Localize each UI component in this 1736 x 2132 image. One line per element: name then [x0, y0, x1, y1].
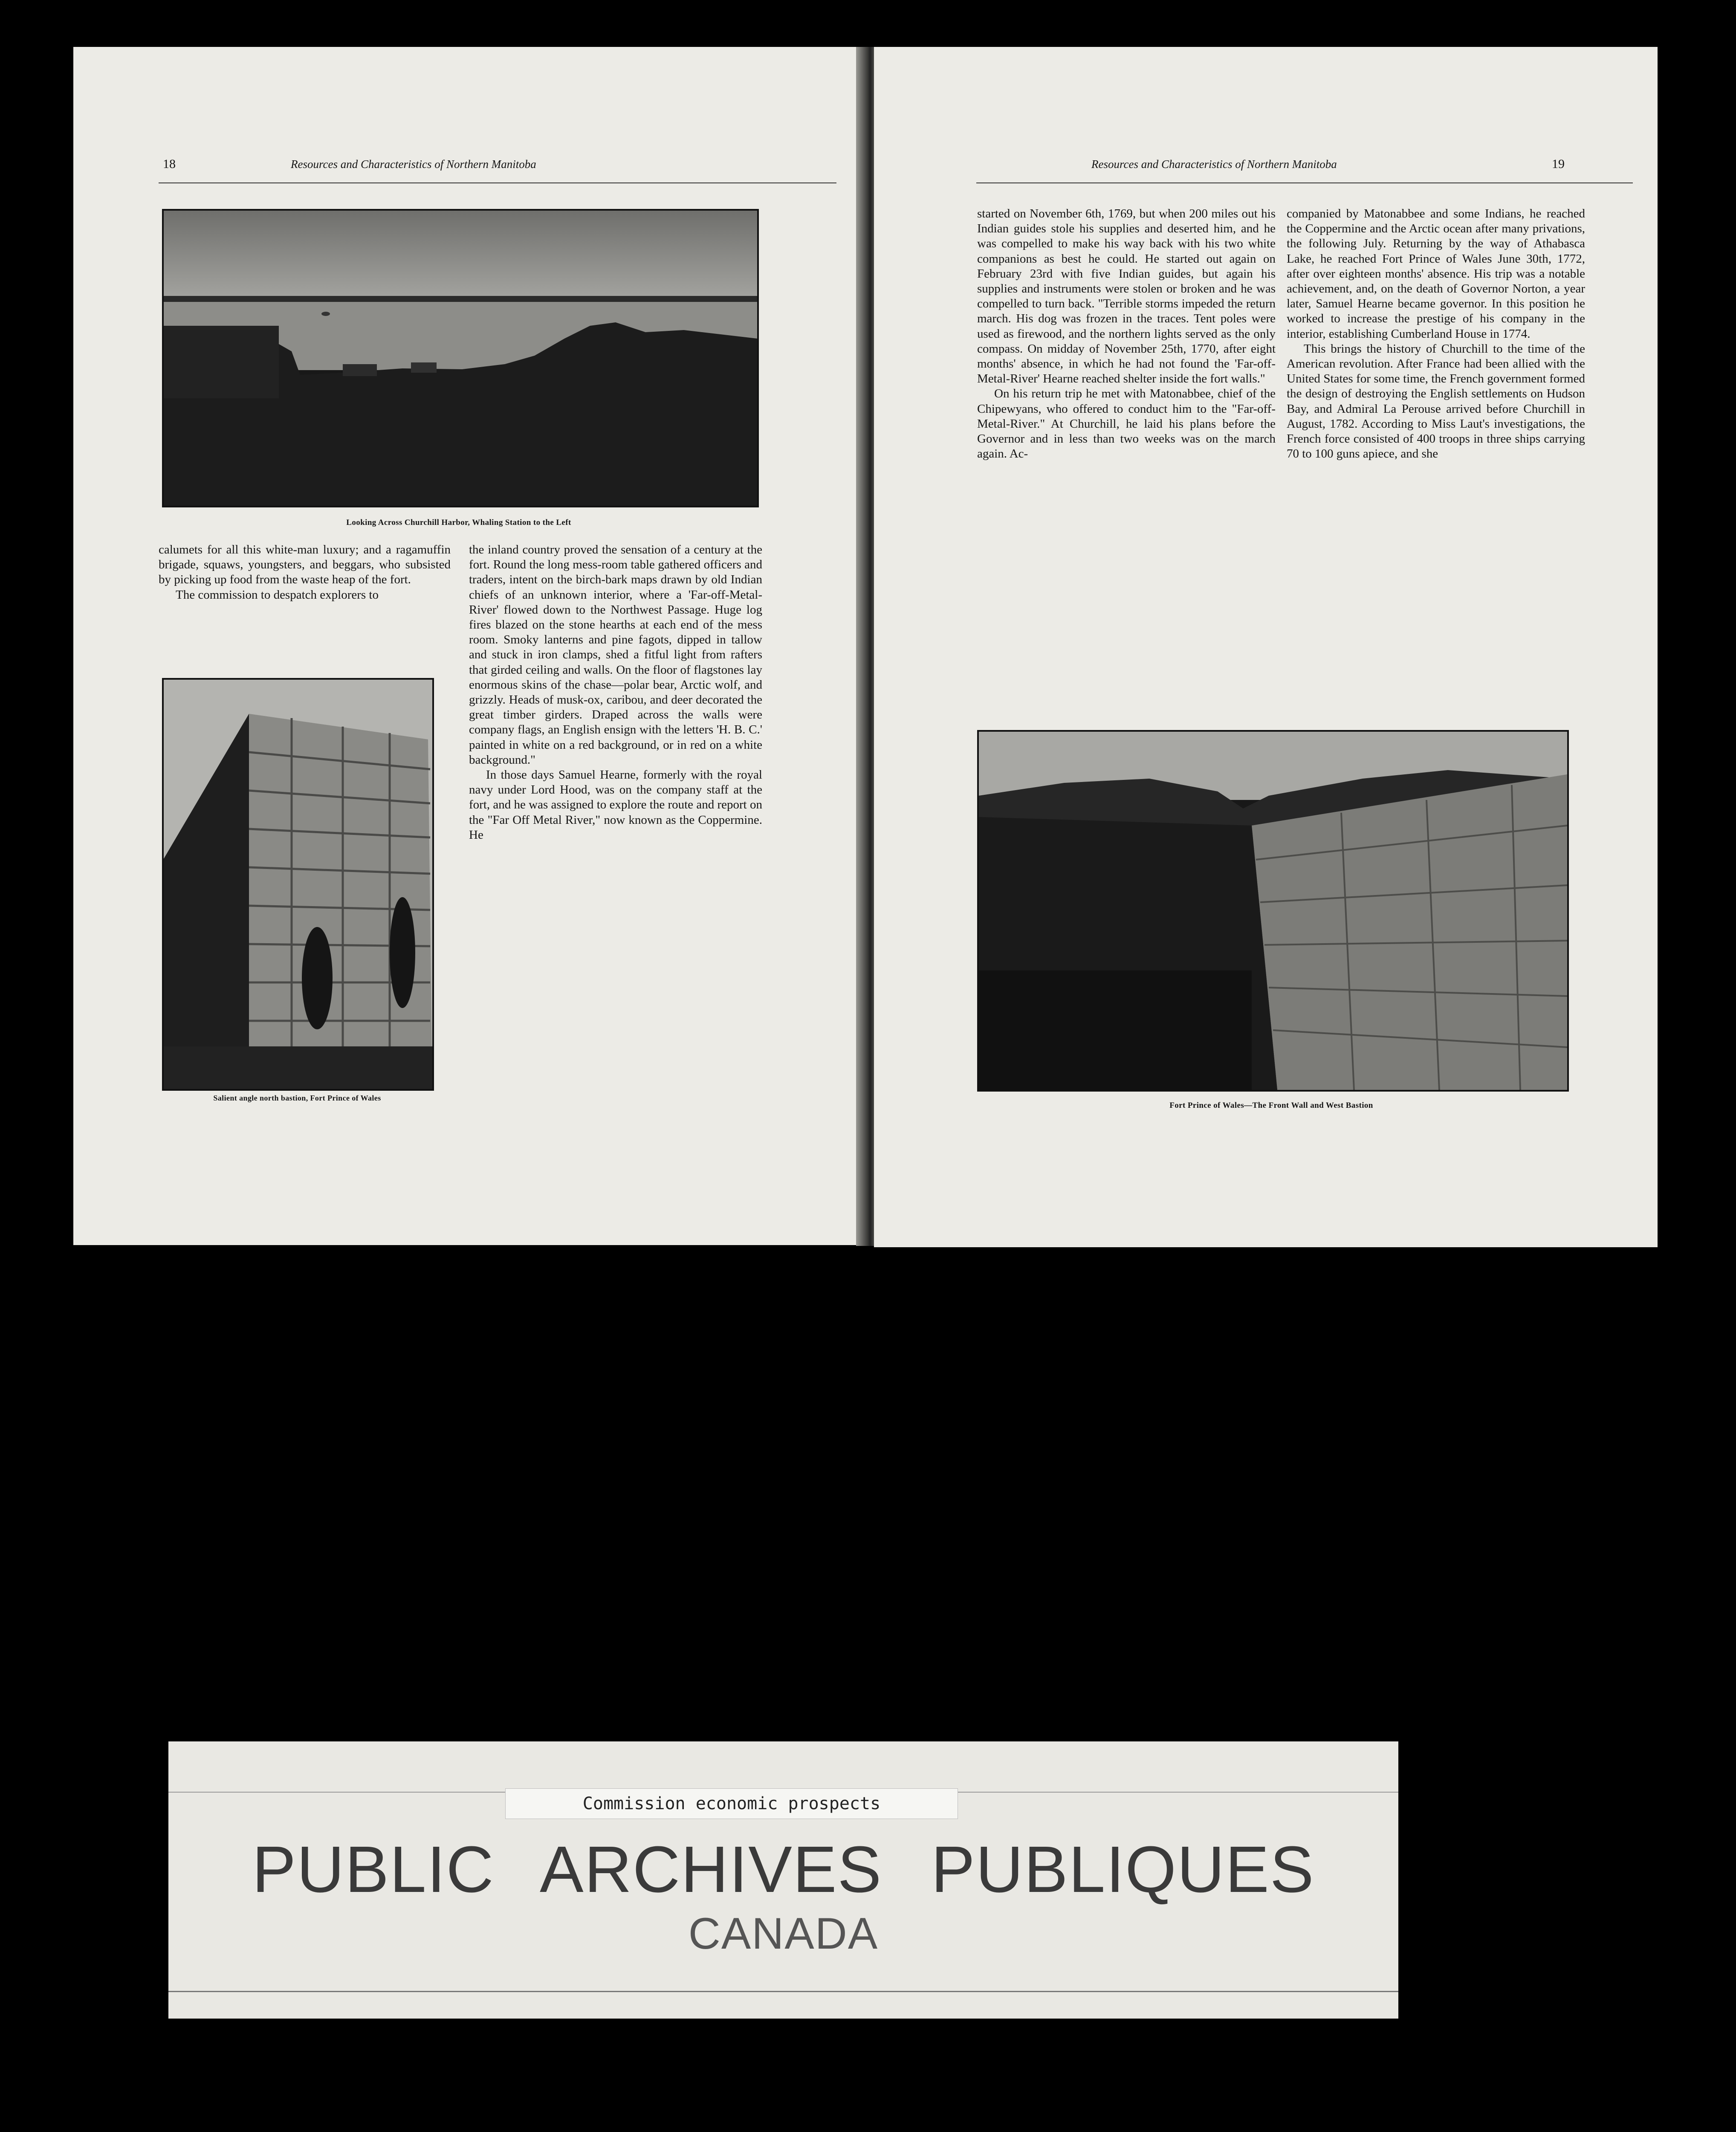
running-header: Resources and Characteristics of Northern Manitoba — [1091, 158, 1337, 171]
header-rule — [976, 182, 1633, 183]
paragraph: In those days Samuel Hearne, formerly with the royal navy under Lord Hood, was on the company staff at the fort, and he was assigned to explore the route and report on the "Far Off Metal River," now known as the Coppermine. He — [469, 768, 762, 842]
side-photo-caption: Salient angle north bastion, Fort Prince of Wales — [213, 1094, 381, 1102]
left-col2-text — [469, 542, 762, 843]
left-page — [73, 47, 867, 1245]
churchill-harbor-photo — [162, 209, 759, 507]
running-header: Resources and Characteristics of Northern Manitoba — [291, 158, 536, 171]
paragraph: The commission to despatch explorers to — [176, 588, 379, 602]
front-wall-west-bastion-photo — [977, 730, 1569, 1092]
card-rule — [168, 1991, 1398, 1992]
archive-country: CANADA — [688, 1909, 879, 1958]
top-photo-caption: Looking Across Churchill Harbor, Whaling Station to the Left — [346, 518, 571, 527]
archive-title: PUBLIC ARCHIVES PUBLIQUES — [252, 1833, 1315, 1906]
paragraph: This brings the history of Churchill to the time of the American revolution. After France had been allied with the United States for some time, the French government formed the design of destroying the English settlements on Hudson Bay, and Admiral La Perouse arrived before Churchill in August, 1782. According to Miss Laut's investigations, the French force consisted of 400 troops in three ships carrying 70 to 100 guns apiece, and she — [1287, 342, 1585, 461]
bottom-photo-caption: Fort Prince of Wales—The Front Wall and West Bastion — [1169, 1101, 1373, 1110]
archive-card — [168, 1741, 1398, 2019]
paragraph: companied by Matonabbee and some Indians, he reached the Coppermine and the Arctic ocean after many privations, the following July. Returning by the way of Athabasca Lake, he reached Fort Prince of Wales June 30th, 1772, after over eighteen months' absence. His trip was a notable achievement, and, on the death of Governor Norton, a year later, Samuel Hearne became governor. In this position he worked to increase the prestige of his company in the interior, establishing Cumberland House in 1774. — [1287, 207, 1585, 341]
right-col2-text — [1287, 206, 1585, 461]
right-col1-text — [977, 206, 1276, 461]
left-col1-text — [159, 542, 451, 603]
paragraph: started on November 6th, 1769, but when 200 miles out his Indian guides stole his supplies and deserted him, and he was compelled to make his way back with his two white companions as best he could. He started out again on February 23rd with five Indian guides, but again his supplies and instruments were stolen or broken and he was compelled to turn back. "Terrible storms impeded the return march. His dog was frozen in the traces. Tent poles were used as firewood, and the northern lights served as the only compass. On midday of November 25th, 1770, after eight months' absence, in which he had not found the 'Far-off-Metal-River' Hearne reached shelter inside the fort walls." — [977, 207, 1276, 386]
subject-label: Commission economic prospects — [505, 1788, 958, 1819]
page-number: 18 — [163, 157, 176, 171]
right-page — [874, 47, 1658, 1247]
north-bastion-photo — [162, 678, 434, 1091]
header-rule — [159, 182, 836, 183]
page-number: 19 — [1552, 157, 1565, 171]
paragraph: the inland country proved the sensation of a century at the fort. Round the long mess-room table gathered officers and traders, intent on the birch-bark maps drawn by old Indian chiefs of an unknown interior, where a 'Far-off-Metal-River' flowed down to the Northwest Passage. Huge log fires blazed on the stone hearths at each end of the mess room. Smoky lanterns and pine fagots, dipped in tallow and stuck in iron clamps, shed a fitful light from rafters that girded ceiling and walls. On the floor of flagstones lay enormous skins of the chase—polar bear, Arctic wolf, and grizzly. Heads of musk-ox, caribou, and deer decorated the great timber girders. Draped across the walls were company flags, an English ensign with the letters 'H. B. C.' painted in white on a red background, or in red on a white background." — [469, 543, 762, 767]
paragraph: calumets for all this white-man luxury; and a ragamuffin brigade, squaws, youngsters, and beggars, who subsisted by picking up food from the waste heap of the fort. — [159, 543, 451, 587]
paragraph: On his return trip he met with Matonabbee, chief of the Chipewyans, who offered to conduct him to the "Far-off-Metal-River." At Churchill, he laid his plans before the Governor and in less than two weeks was on the march again. Ac- — [977, 387, 1276, 461]
